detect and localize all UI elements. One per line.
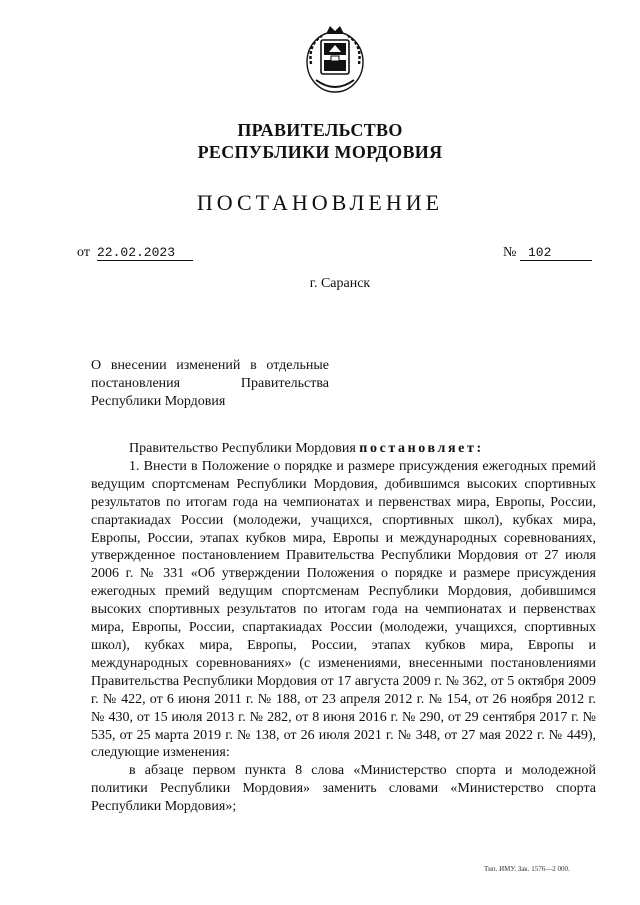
org-name-line2: РЕСПУБЛИКИ МОРДОВИЯ: [197, 142, 443, 162]
subject-line-3: Республики Мордовия: [91, 394, 226, 409]
city-name: г. Саранск: [309, 276, 371, 291]
date-prefix: от: [77, 245, 90, 260]
intro-text: Правительство Республики Мордовия: [129, 441, 360, 456]
intro-resolves: постановляет:: [359, 441, 484, 456]
subject-line-2: постановления Правительства: [91, 376, 329, 391]
document-type-title: ПОСТАНОВЛЕНИЕ: [196, 190, 444, 215]
resolution-intro: [91, 440, 596, 458]
paragraph-2: в абзаце первом пункта 8 слова «Министерство спорта и молодежной политики Республики Мордовия» заменить словами «Министерство спорта Республики Мордовия»;: [91, 763, 596, 815]
print-mark: Тип. ИМУ. Зак. 1576—2 000.: [484, 865, 570, 873]
number-prefix: №: [503, 245, 517, 260]
coat-of-arms-emblem: [302, 22, 368, 96]
document-date: 22.02.2023: [97, 245, 193, 261]
paragraph-1: 1. Внести в Положение о порядке и размере присуждения ежегодных премий ведущим спортсменам Республики Мордовия, добившимся высоких спортивных результатов по итогам года на чемпионатах и первенствах мира, Европы, России, спартакиадах России (молодежи, учащихся, спортивных школ), кубках мира, Европы, России, этапах кубков мира, Европы и международных соревнованиях, утвержденное постановлением Правительства Республики Мордовия от 27 июля 2006 г. № 331 «Об утверждении Положения о порядке и размере присуждения ежегодных премий ведущим спортсменам Республики Мордовия, добившимся высоких спортивных результатов по итогам года на чемпионатах и первенствах мира, Европы, России, спартакиадах России (молодежи, учащихся, спортивных школ), кубках мира, Европы, России, этапах кубков мира, Европы и международных соревнованиях» (с изменениями, внесенными постановлениями Правительства Республики Мордовия от 17 августа 2009 г. № 362, от 5 октября 2009 г. № 422, от 6 июня 2011 г. № 188, от 23 апреля 2012 г. № 154, от 26 ноября 2012 г. № 430, от 15 июля 2013 г. № 282, от 8 июня 2016 г. № 290, от 29 сентября 2017 г. № 535, от 25 марта 2019 г. № 138, от 26 июля 2021 г. № 348, от 27 мая 2022 г. № 449), следующие изменения:: [91, 458, 596, 761]
document-subject: [91, 357, 329, 411]
subject-line-1: О внесении изменений в отдельные: [91, 358, 329, 373]
document-number: 102: [520, 245, 592, 261]
org-name-line1: ПРАВИТЕЛЬСТВО: [237, 120, 403, 140]
document-body: [91, 440, 596, 816]
